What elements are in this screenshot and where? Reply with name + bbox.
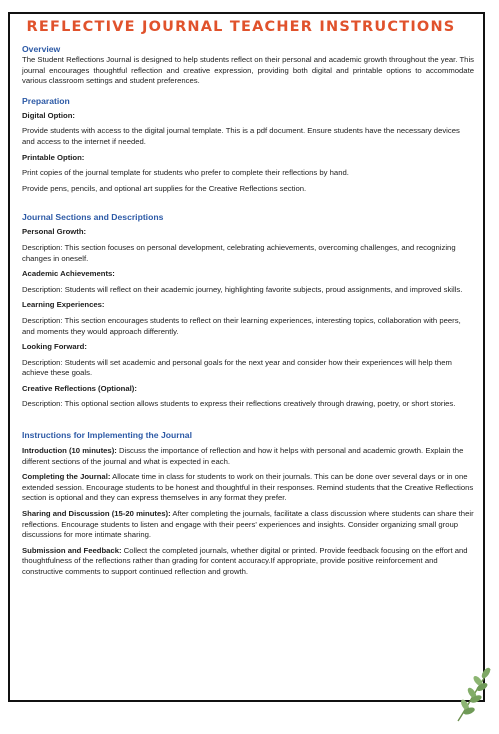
section-description: Description: Students will set academic and personal goals for the next year and consider how their experiences will help them achieve these goals. <box>22 357 452 378</box>
instruction-item <box>22 446 474 467</box>
section-description: Description: This section encourages students to reflect on their learning experiences, interesting topics, collaboration with peers, and moments they would approach differently. <box>22 315 461 336</box>
journal-sections <box>22 212 474 410</box>
section-description: Description: This section focuses on personal development, celebrating achievements, overcoming challenges, and recognizing changes in oneself. <box>22 242 456 263</box>
section-item <box>22 269 474 295</box>
section-description: Description: This optional section allows students to express their reflections creatively through drawing, poetry, or short stories. <box>22 399 456 409</box>
journal-sections-heading: Journal Sections and Descriptions <box>22 212 164 223</box>
instruction-text: After completing the journals, facilitate a class discussion where students can share their reflections. Encourage students to listen and engage with their peers' experiences and insights. Consider organizing small group discussions for more intimate sharing. <box>22 509 474 540</box>
overview-heading: Overview <box>22 44 61 54</box>
document-body <box>22 18 474 578</box>
printable-option-label: Printable Option: <box>22 152 85 162</box>
page-title: REFLECTIVE JOURNAL TEACHER INSTRUCTIONS <box>26 19 456 35</box>
overview-text: The Student Reflections Journal is designed to help students reflect on their personal and academic growth throughout the year. This journal encourages thoughtful reflection and creative expression, providing both digital and printable options to accommodate various classroom settings and student preferences. <box>22 55 474 86</box>
preparation-heading: Preparation <box>22 95 70 106</box>
section-label: Academic Achievements: <box>22 269 115 279</box>
printable-option-supplies: Provide pens, pencils, and optional art supplies for the Creative Reflections section. <box>22 183 307 193</box>
instruction-item <box>22 546 474 578</box>
digital-option-label: Digital Option: <box>22 110 75 120</box>
preparation-section <box>22 96 474 195</box>
instruction-text: Collect the completed journals, whether digital or printed. Provide feedback focusing on the effort and thoughtfulness of the reflections rather than grading for content accuracy.If appropriate, provide positive reinforcement and constructive comments to support continued reflection and growth. <box>22 545 468 576</box>
instruction-label: Sharing and Discussion (15-20 minutes): <box>22 509 171 519</box>
section-label: Looking Forward: <box>22 342 87 352</box>
section-label: Creative Reflections (Optional): <box>22 383 137 393</box>
instruction-text: Discuss the importance of reflection and how it helps with personal and academic growth. Explain the different sections of the journal and what is expected in each. <box>22 446 464 466</box>
section-item <box>22 342 474 379</box>
section-item <box>22 384 474 410</box>
section-label: Personal Growth: <box>22 227 87 237</box>
instruction-label: Completing the Journal: <box>22 472 111 482</box>
section-item <box>22 227 474 264</box>
implementation-heading: Instructions for Implementing the Journal <box>22 430 192 441</box>
section-item <box>22 300 474 337</box>
digital-option-text: Provide students with access to the digital journal template. This is a pdf document. Ensure students have the necessary devices and access to the internet if needed. <box>22 126 460 146</box>
instruction-item <box>22 509 474 541</box>
instruction-label: Submission and Feedback: <box>22 545 122 555</box>
implementation-section <box>22 430 474 578</box>
leaf-branch-icon <box>452 663 498 725</box>
section-description: Description: Students will reflect on their academic journey, highlighting favorite subjects, proud assignments, and improved skills. <box>22 284 463 294</box>
instruction-label: Introduction (10 minutes): <box>22 446 117 456</box>
instruction-item <box>22 472 474 504</box>
section-label: Learning Experiences: <box>22 300 105 310</box>
printable-option-text: Print copies of the journal template for students who prefer to complete their reflections by hand. <box>22 168 349 178</box>
instruction-text: Allocate time in class for students to work on their journals. This can be done over several days or in one extended session. Encourage students to be honest and thoughtful in their responses. Remind students that the Creative Reflections section is optional and they can express themselves in any format they prefer. <box>22 472 474 503</box>
overview-section <box>22 44 474 87</box>
